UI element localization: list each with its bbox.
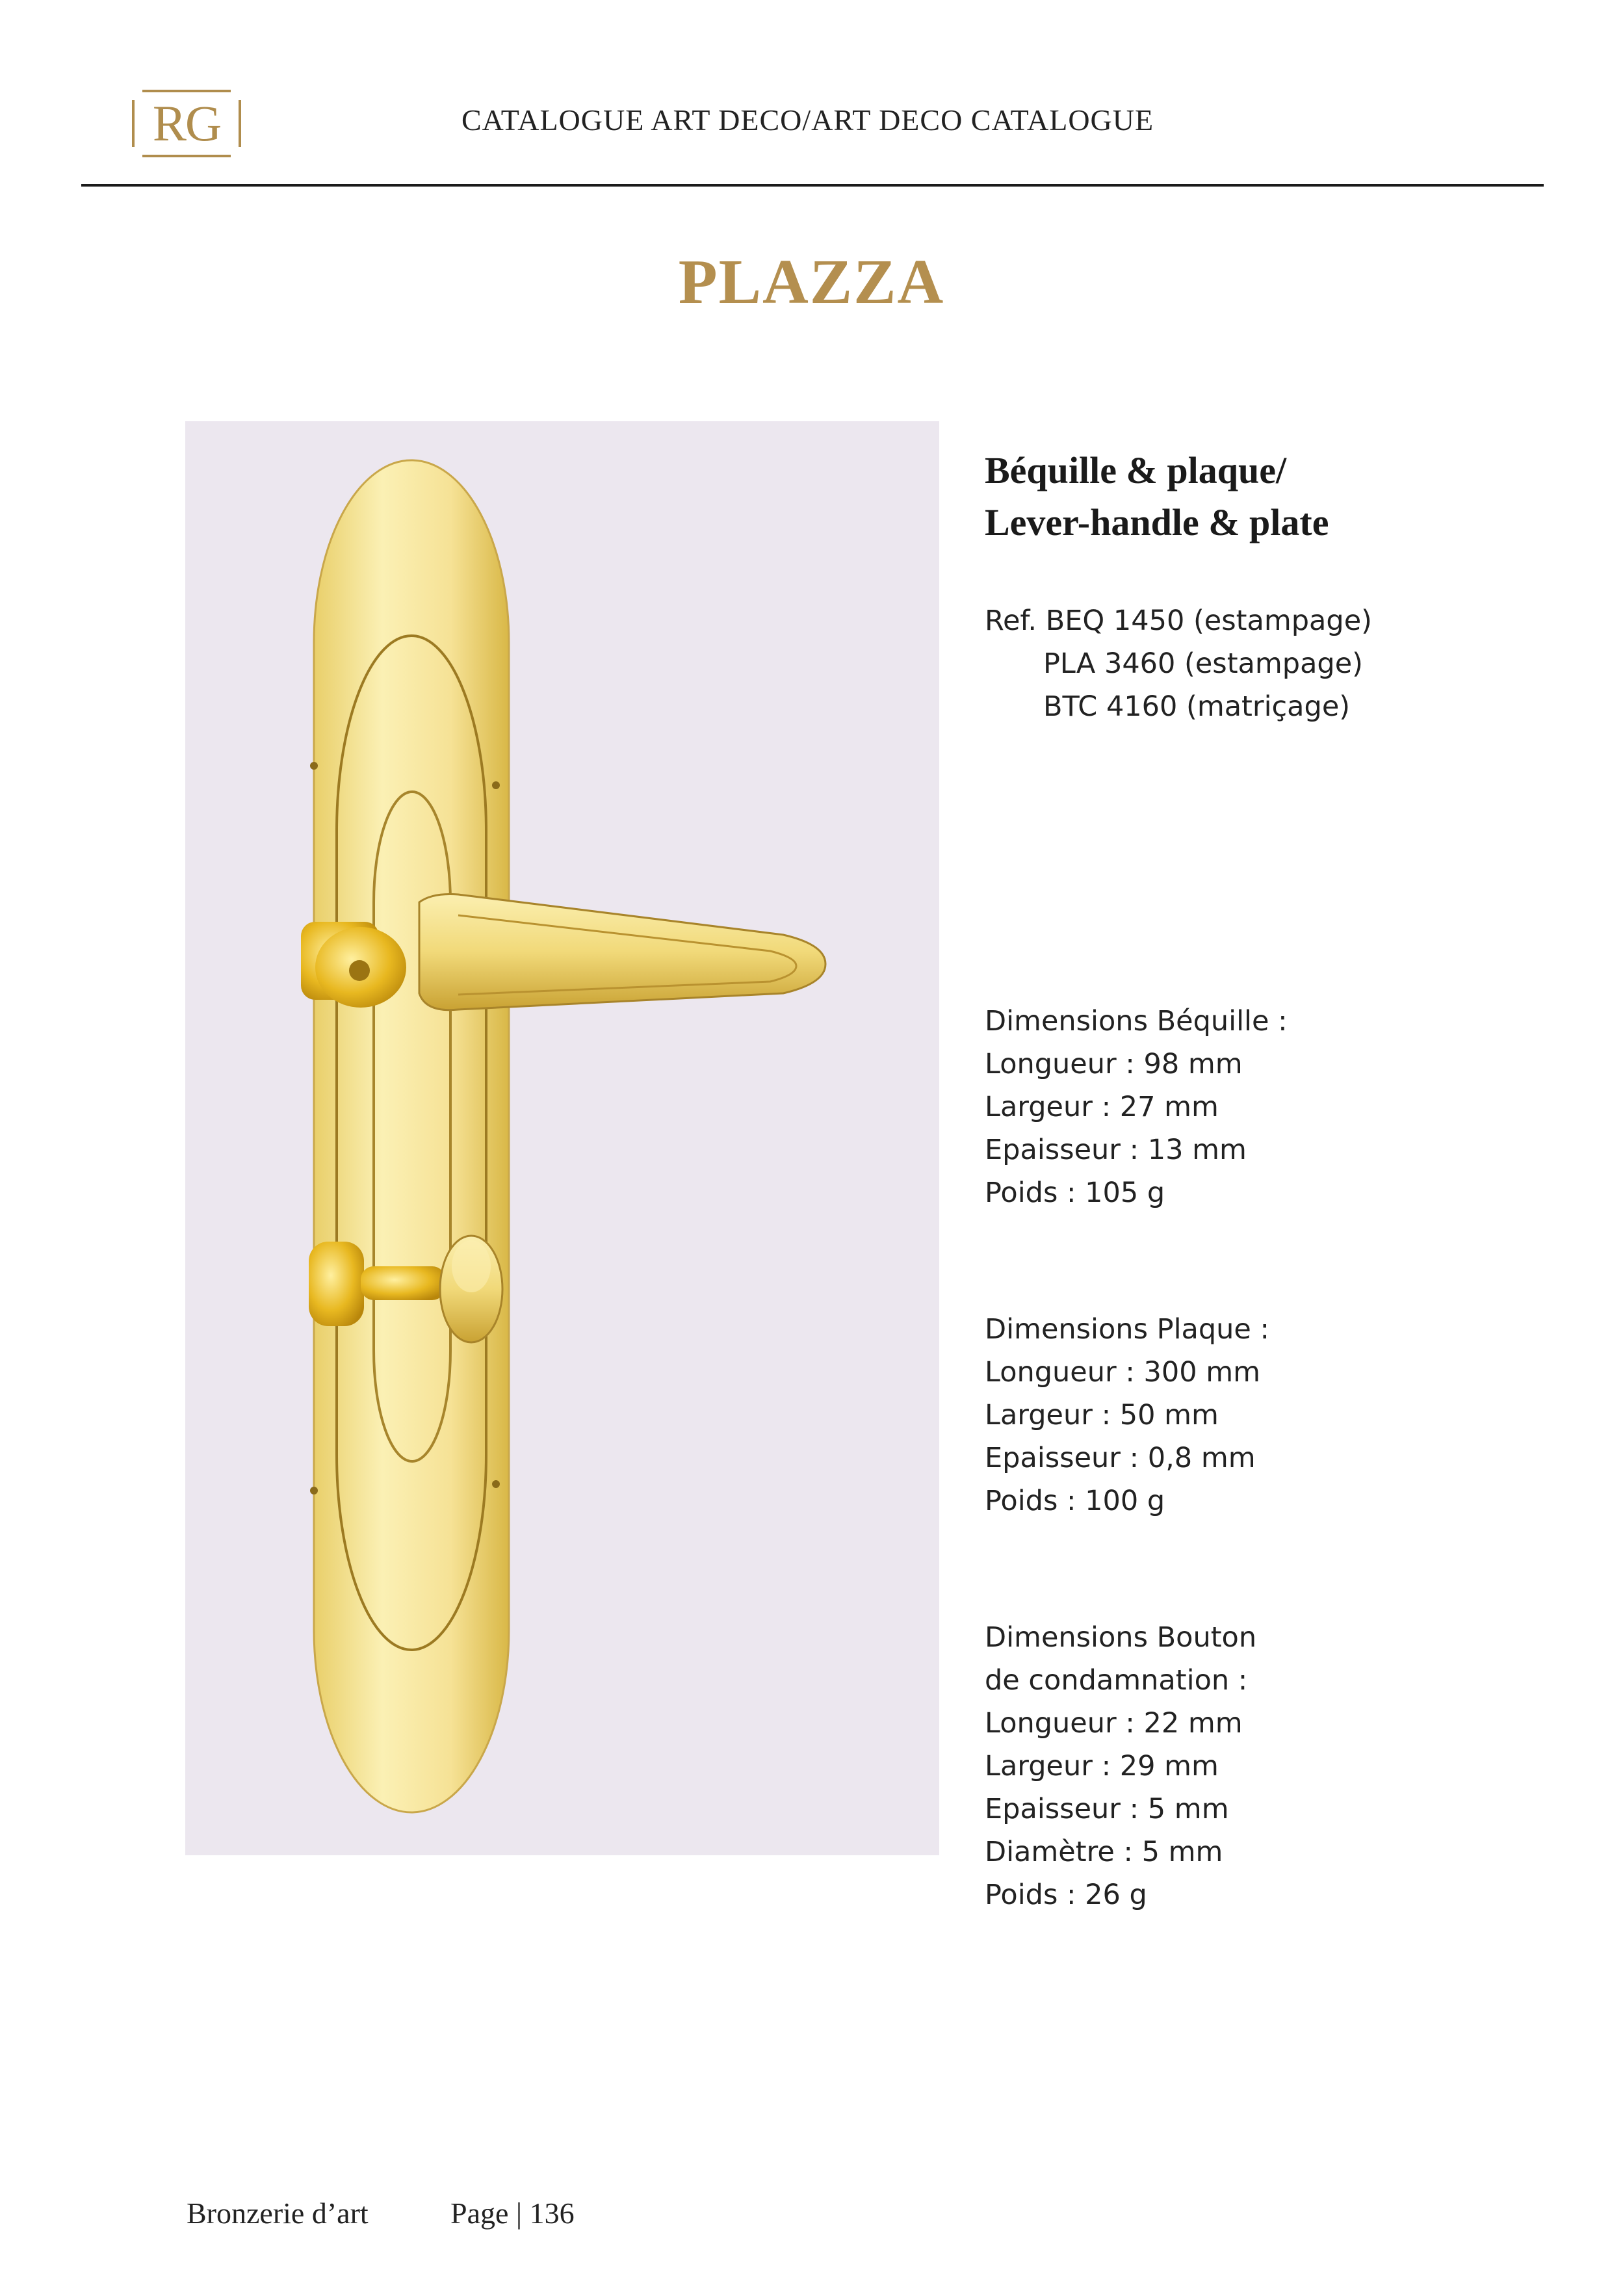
knob-dimensions <box>985 1616 1256 1916</box>
spec-line: Largeur : 27 mm <box>985 1091 1219 1123</box>
header-divider <box>81 184 1544 187</box>
spec-line: Epaisseur : 5 mm <box>985 1793 1229 1825</box>
spec-heading: de condamnation : <box>985 1664 1248 1697</box>
spec-line: Longueur : 300 mm <box>985 1356 1261 1389</box>
spec-line: Epaisseur : 0,8 mm <box>985 1442 1256 1474</box>
subtitle-line-fr: Béquille & plaque/ <box>985 449 1287 491</box>
spec-line: Poids : 105 g <box>985 1177 1165 1209</box>
spec-heading: Dimensions Bouton <box>985 1621 1257 1654</box>
footer-brand: Bronzerie d’art <box>187 2197 369 2230</box>
page-title: PLAZZA <box>678 247 945 317</box>
spec-line: Poids : 26 g <box>985 1879 1147 1911</box>
catalogue-title: CATALOGUE ART DECO/ART DECO CATALOGUE <box>461 103 1154 137</box>
spec-line: Largeur : 50 mm <box>985 1399 1219 1431</box>
spec-heading: Dimensions Plaque : <box>985 1313 1270 1346</box>
spec-line: Poids : 100 g <box>985 1485 1165 1517</box>
page-number: Page | 136 <box>450 2197 575 2230</box>
spec-line: Diamètre : 5 mm <box>985 1836 1223 1868</box>
rg-logo <box>132 90 241 157</box>
spec-line: Epaisseur : 13 mm <box>985 1134 1247 1166</box>
product-photo <box>185 421 939 1855</box>
spec-line: Longueur : 98 mm <box>985 1048 1243 1080</box>
reference-item: Ref. BEQ 1450 (estampage) <box>985 605 1372 637</box>
spec-line: Largeur : 29 mm <box>985 1750 1219 1782</box>
reference-item: PLA 3460 (estampage) <box>1043 647 1363 680</box>
plate-dimensions <box>985 1308 1269 1522</box>
spec-heading: Dimensions Béquille : <box>985 1005 1288 1037</box>
reference-list <box>985 599 1372 728</box>
reference-item: BTC 4160 (matriçage) <box>1043 690 1351 723</box>
lever-dimensions <box>985 1000 1288 1214</box>
logo-text: RG <box>152 95 221 151</box>
spec-line: Longueur : 22 mm <box>985 1707 1243 1740</box>
subtitle-line-en: Lever-handle & plate <box>985 501 1329 543</box>
product-subtitle <box>985 445 1329 549</box>
